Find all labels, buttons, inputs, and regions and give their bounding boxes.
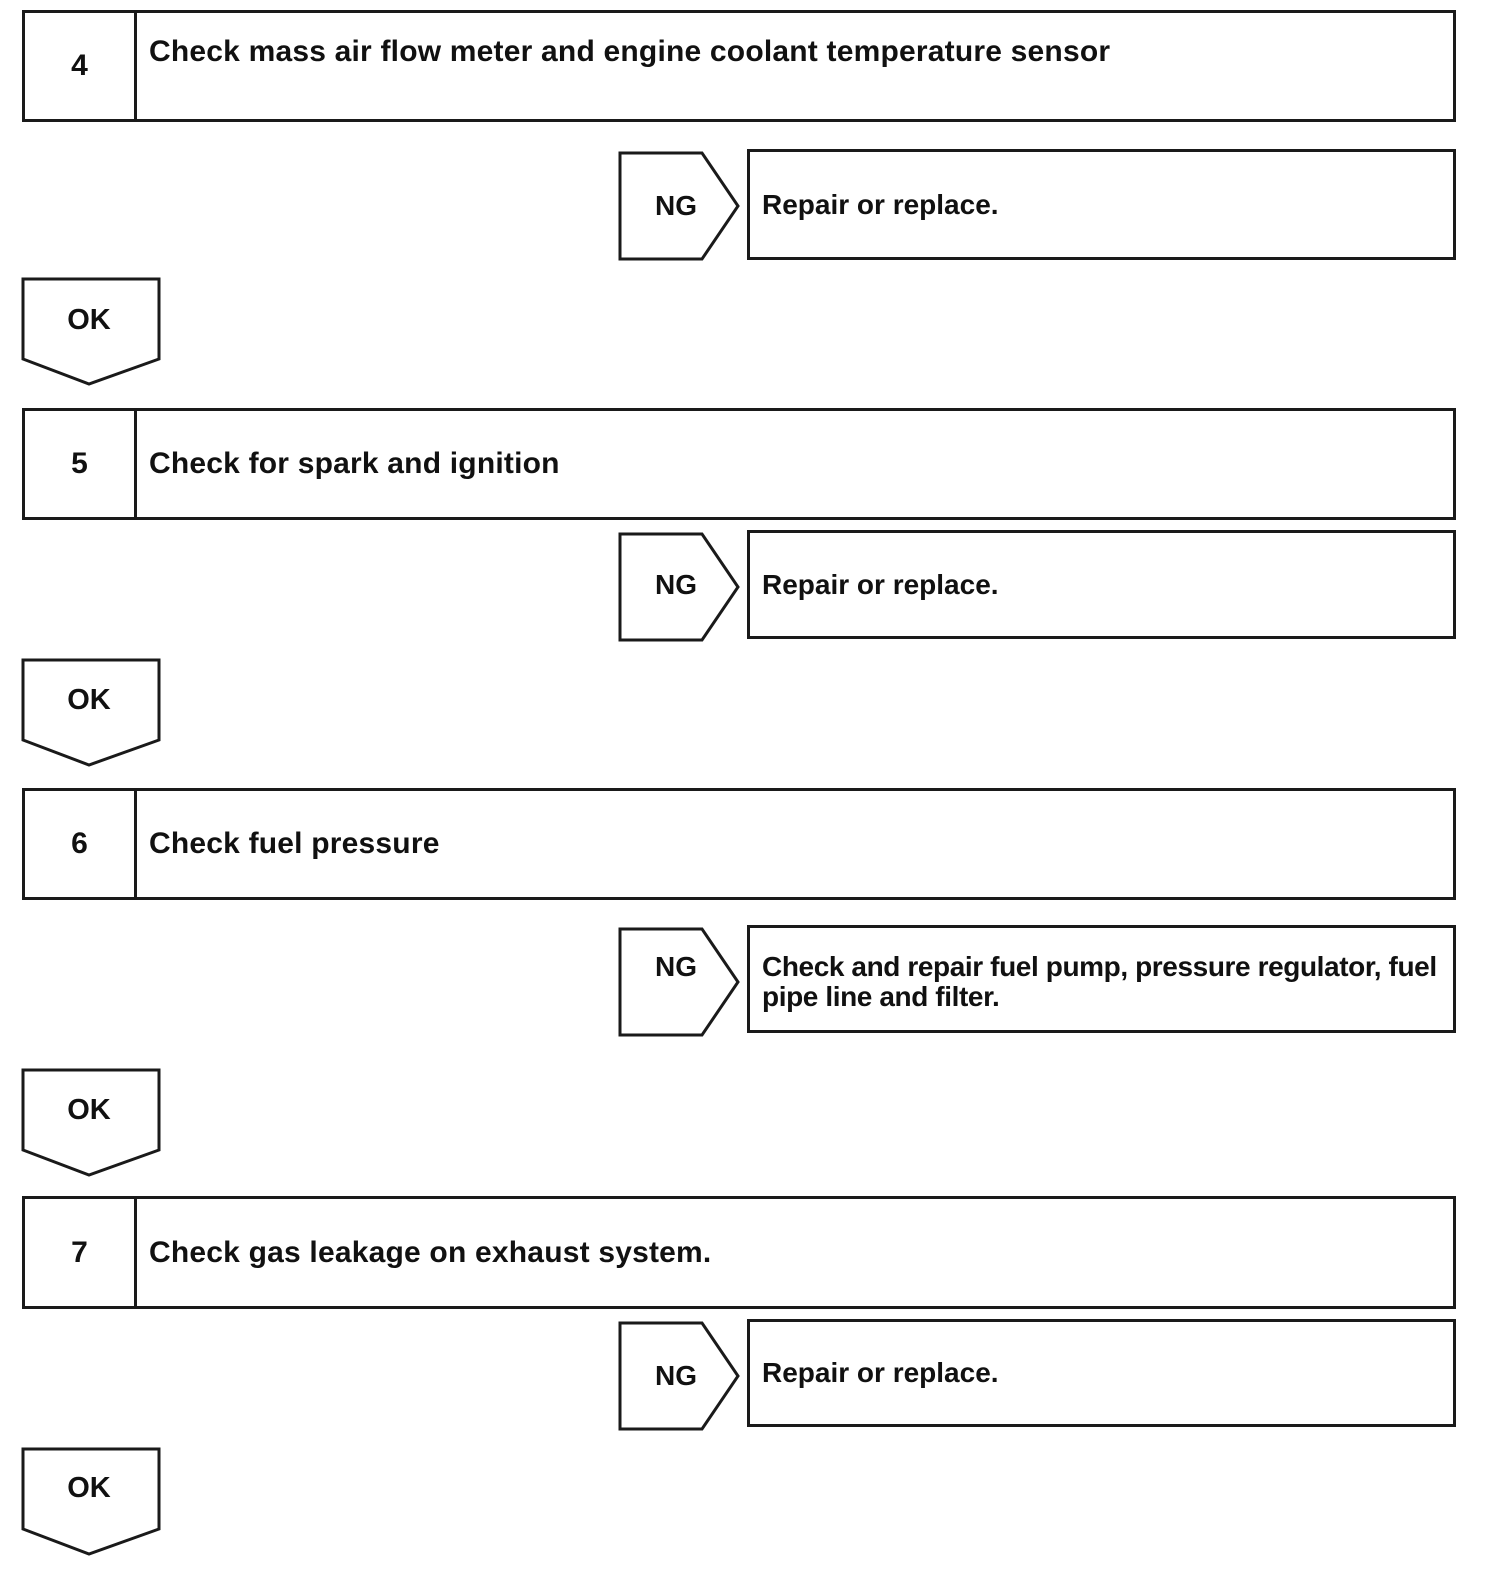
step-box-6: [22, 788, 1456, 900]
step-title: Check for spark and ignition: [149, 447, 560, 480]
step-number: 6: [25, 791, 137, 897]
ok-label: OK: [67, 304, 111, 336]
step-box-5: [22, 408, 1456, 520]
step-box-4: [22, 10, 1456, 122]
ng-action-box: Check and repair fuel pump, pressure regulator, fuel pipe line and filter.: [747, 925, 1456, 1033]
step-number: 5: [25, 411, 137, 517]
ng-label: NG: [655, 190, 697, 221]
ng-label: NG: [655, 951, 697, 982]
step-box-7: [22, 1196, 1456, 1309]
step-number: 4: [25, 13, 137, 119]
ng-action-box: Repair or replace.: [747, 530, 1456, 639]
ok-label: OK: [67, 684, 111, 716]
ng-label: NG: [655, 1360, 697, 1391]
step-title: Check fuel pressure: [149, 827, 440, 860]
step-title: Check mass air flow meter and engine coolant temperature sensor: [149, 35, 1111, 68]
ok-label: OK: [67, 1472, 111, 1504]
step-number: 7: [25, 1199, 137, 1306]
ng-label: NG: [655, 569, 697, 600]
step-title: Check gas leakage on exhaust system.: [149, 1235, 712, 1269]
ok-label: OK: [67, 1094, 111, 1126]
ng-action-box: Repair or replace.: [747, 149, 1456, 260]
ng-action-box: Repair or replace.: [747, 1319, 1456, 1427]
